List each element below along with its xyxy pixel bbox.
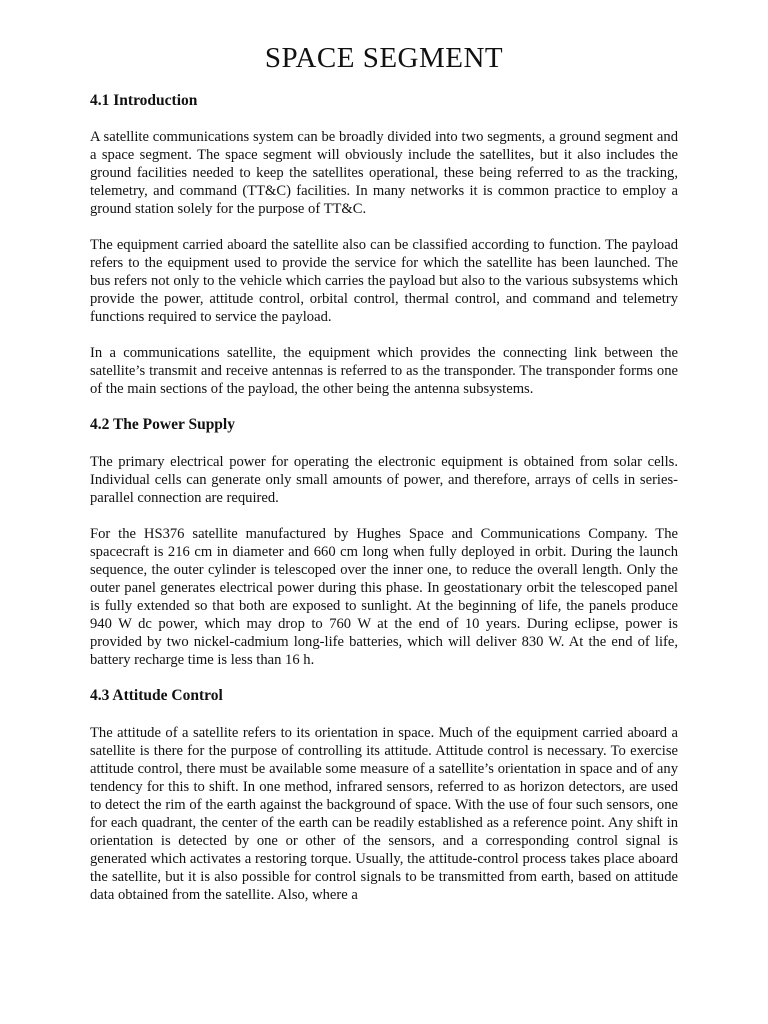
paragraph: The primary electrical power for operating the electronic equipment is obtained from solar cells. Individual cells can generate only small amounts of power, and therefore, arrays of cells in series-parallel connection are required.	[90, 454, 678, 506]
paragraph: For the HS376 satellite manufactured by Hughes Space and Communications Company. The spacecraft is 216 cm in diameter and 660 cm long when fully deployed in orbit. During the launch sequence, the outer cylinder is telescoped over the inner one, to reduce the overall length. Only the outer panel generates electrical power during this phase. In geostationary orbit the telescoped panel is fully extended so that both are exposed to sunlight. At the beginning of life, the panels produce 940 W dc power, which may drop to 760 W at the end of 10 years. During eclipse, power is provided by two nickel-cadmium long-life batteries, which will deliver 830 W. At the end of life, battery recharge time is less than 16 h.	[90, 526, 678, 668]
paragraph: A satellite communications system can be broadly divided into two segments, a ground segment and a space segment. The space segment will obviously include the satellites, but it also includes the ground facilities needed to keep the satellites operational, these being referred to as the tracking, telemetry, and command (TT&C) facilities. In many networks it is common practice to employ a ground station solely for the purpose of TT&C.	[90, 129, 678, 217]
paragraph: The attitude of a satellite refers to its orientation in space. Much of the equipment carried aboard a satellite is there for the purpose of controlling its attitude. Attitude control is necessary. To exercise attitude control, there must be available some measure of a satellite’s orientation in space and of any tendency for this to shift. In one method, infrared sensors, referred to as horizon detectors, are used to detect the rim of the earth against the background of space. With the use of four such sensors, one for each quadrant, the center of the earth can be readily established as a reference point. Any shift in orientation is detected by one or other of the sensors, and a corresponding control signal is generated which activates a restoring torque. Usually, the attitude-control process takes place aboard the satellite, but it is also possible for control signals to be transmitted from earth, based on attitude data obtained from the satellite. Also, where a	[90, 725, 678, 903]
paragraph: In a communications satellite, the equipment which provides the connecting link between the satellite’s transmit and receive antennas is referred to as the transponder. The transponder forms one of the main sections of the payload, the other being the antenna subsystems.	[90, 345, 678, 397]
paragraph: The equipment carried aboard the satellite also can be classified according to function. The payload refers to the equipment used to provide the service for which the satellite has been launched. The bus refers not only to the vehicle which carries the payload but also to the various subsystems which provide the power, attitude control, orbital control, thermal control, and command and telemetry functions required to service the payload.	[90, 237, 678, 325]
section-heading-power-supply: 4.2 The Power Supply	[90, 416, 235, 433]
section-heading-introduction: 4.1 Introduction	[90, 92, 198, 109]
section-heading-attitude-control: 4.3 Attitude Control	[90, 687, 223, 704]
document-page	[90, 0, 678, 904]
page-title: SPACE SEGMENT	[264, 42, 504, 74]
